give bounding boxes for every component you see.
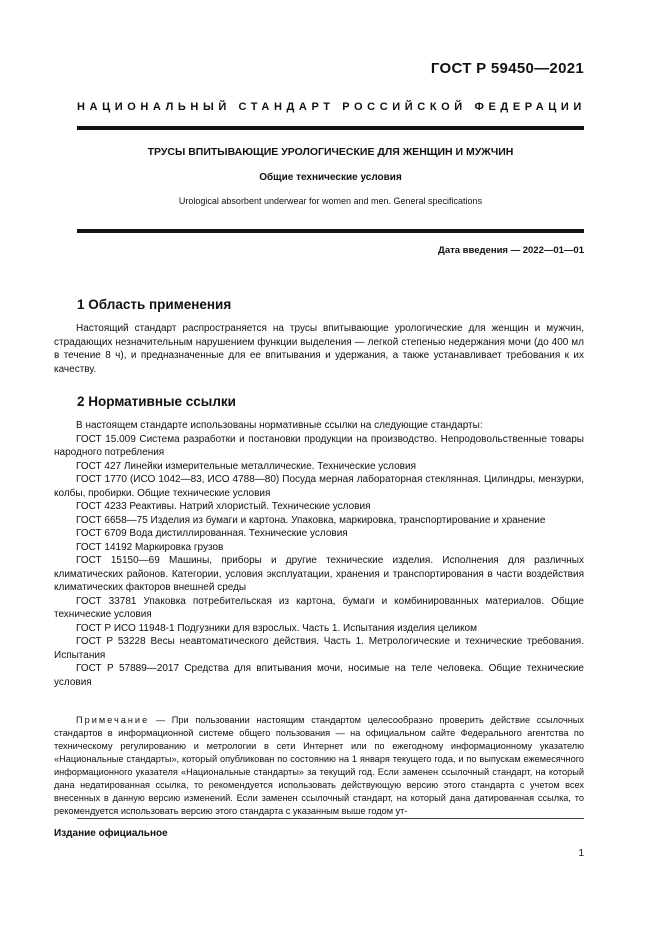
title-divider (77, 229, 584, 233)
footer-divider (77, 818, 584, 819)
introduction-date: Дата введения — 2022—01—01 (438, 245, 584, 256)
top-divider (77, 126, 584, 130)
english-title: Urological absorbent underwear for women and men. General specifications (178, 196, 483, 206)
reference-item: ГОСТ Р ИСО 11948-1 Подгузники для взрослых. Часть 1. Испытания изделия целиком (76, 622, 477, 634)
reference-item: ГОСТ Р 57889—2017 Средства для впитывания мочи, носимые на теле человека. Общие технические условия (54, 663, 584, 688)
standard-title: ТРУСЫ ВПИТЫВАЮЩИЕ УРОЛОГИЧЕСКИЕ ДЛЯ ЖЕНЩИН И МУЖЧИН (147, 146, 514, 158)
document-number: ГОСТ Р 59450—2021 (430, 60, 584, 77)
section-2-heading: 2 Нормативные ссылки (77, 394, 236, 409)
standard-subtitle: Общие технические условия (259, 172, 402, 183)
note-paragraph (54, 714, 584, 818)
reference-item: ГОСТ 15.009 Система разработки и постановки продукции на производство. Непродовольственные товары народного потребления (54, 433, 584, 458)
note-label: Примечание (76, 715, 150, 725)
section-1-paragraph: Настоящий стандарт распространяется на трусы впитывающие урологические для женщин и мужчин, страдающих незначительным нарушением функции выделения — легкой степенью недержания мочи (до 400 мл в течение 8 ч), и предназначенные для ее впитывания и удержания, а также устанавливает требования к их качеству. (54, 323, 584, 375)
reference-item: ГОСТ 6658—75 Изделия из бумаги и картона. Упаковка, маркировка, транспортирование и хранение (76, 514, 546, 526)
reference-item: ГОСТ Р 53228 Весы неавтоматического действия. Часть 1. Метрологические и технические требования. Испытания (54, 636, 584, 661)
reference-item: ГОСТ 6709 Вода дистиллированная. Технические условия (76, 528, 348, 539)
reference-item: ГОСТ 33781 Упаковка потребительская из картона, бумаги и комбинированных материалов. Общие технические условия (54, 595, 584, 620)
official-edition-label: Издание официальное (54, 828, 168, 839)
national-standard-banner: НАЦИОНАЛЬНЫЙ СТАНДАРТ РОССИЙСКОЙ ФЕДЕРАЦИИ (77, 101, 586, 113)
section-2-body (54, 419, 584, 689)
reference-item: ГОСТ 14192 Маркировка грузов (76, 541, 224, 553)
note-text: — При пользовании настоящим стандартом целесообразно проверить действие ссылочных стандартов в информационной системе общего пользования — на официальном сайте Федерального агентства по техническому регулированию и метрологии в сети Интернет или по ежегодному информационному указателю «Национальные стандарты», который опубликован по состоянию на 1 января текущего года, и по выпускам ежемесячного информационного указателя «Национальные стандарты» за текущий год. Если заменен ссылочный стандарт, на который дана недатированная ссылка, то рекомендуется использовать действующую версию этого стандарта с учетом всех внесенных в данную версию изменений. Если заменен ссылочный стандарт, на который дана датированная ссылка, то рекомендуется использовать версию этого стандарта с указанным выше годом ут- (54, 715, 584, 816)
page-number: 1 (578, 848, 584, 859)
reference-item: ГОСТ 4233 Реактивы. Натрий хлористый. Технические условия (76, 501, 371, 512)
reference-item: ГОСТ 427 Линейки измерительные металлические. Технические условия (76, 460, 416, 472)
section-1-heading: 1 Область применения (77, 297, 232, 312)
reference-item: ГОСТ 1770 (ИСО 1042—83, ИСО 4788—80) Посуда мерная лабораторная стеклянная. Цилиндры, мензурки, колбы, пробирки. Общие технические условия (54, 474, 584, 499)
section-1-body (54, 322, 584, 376)
section-2-intro: В настоящем стандарте использованы нормативные ссылки на следующие стандарты: (76, 420, 483, 431)
note-block (54, 714, 584, 818)
reference-item: ГОСТ 15150—69 Машины, приборы и другие технические изделия. Исполнения для различных климатических районов. Категории, условия эксплуатации, хранения и транспортирования в части воздействия климатических факторов внешней среды (54, 555, 584, 593)
